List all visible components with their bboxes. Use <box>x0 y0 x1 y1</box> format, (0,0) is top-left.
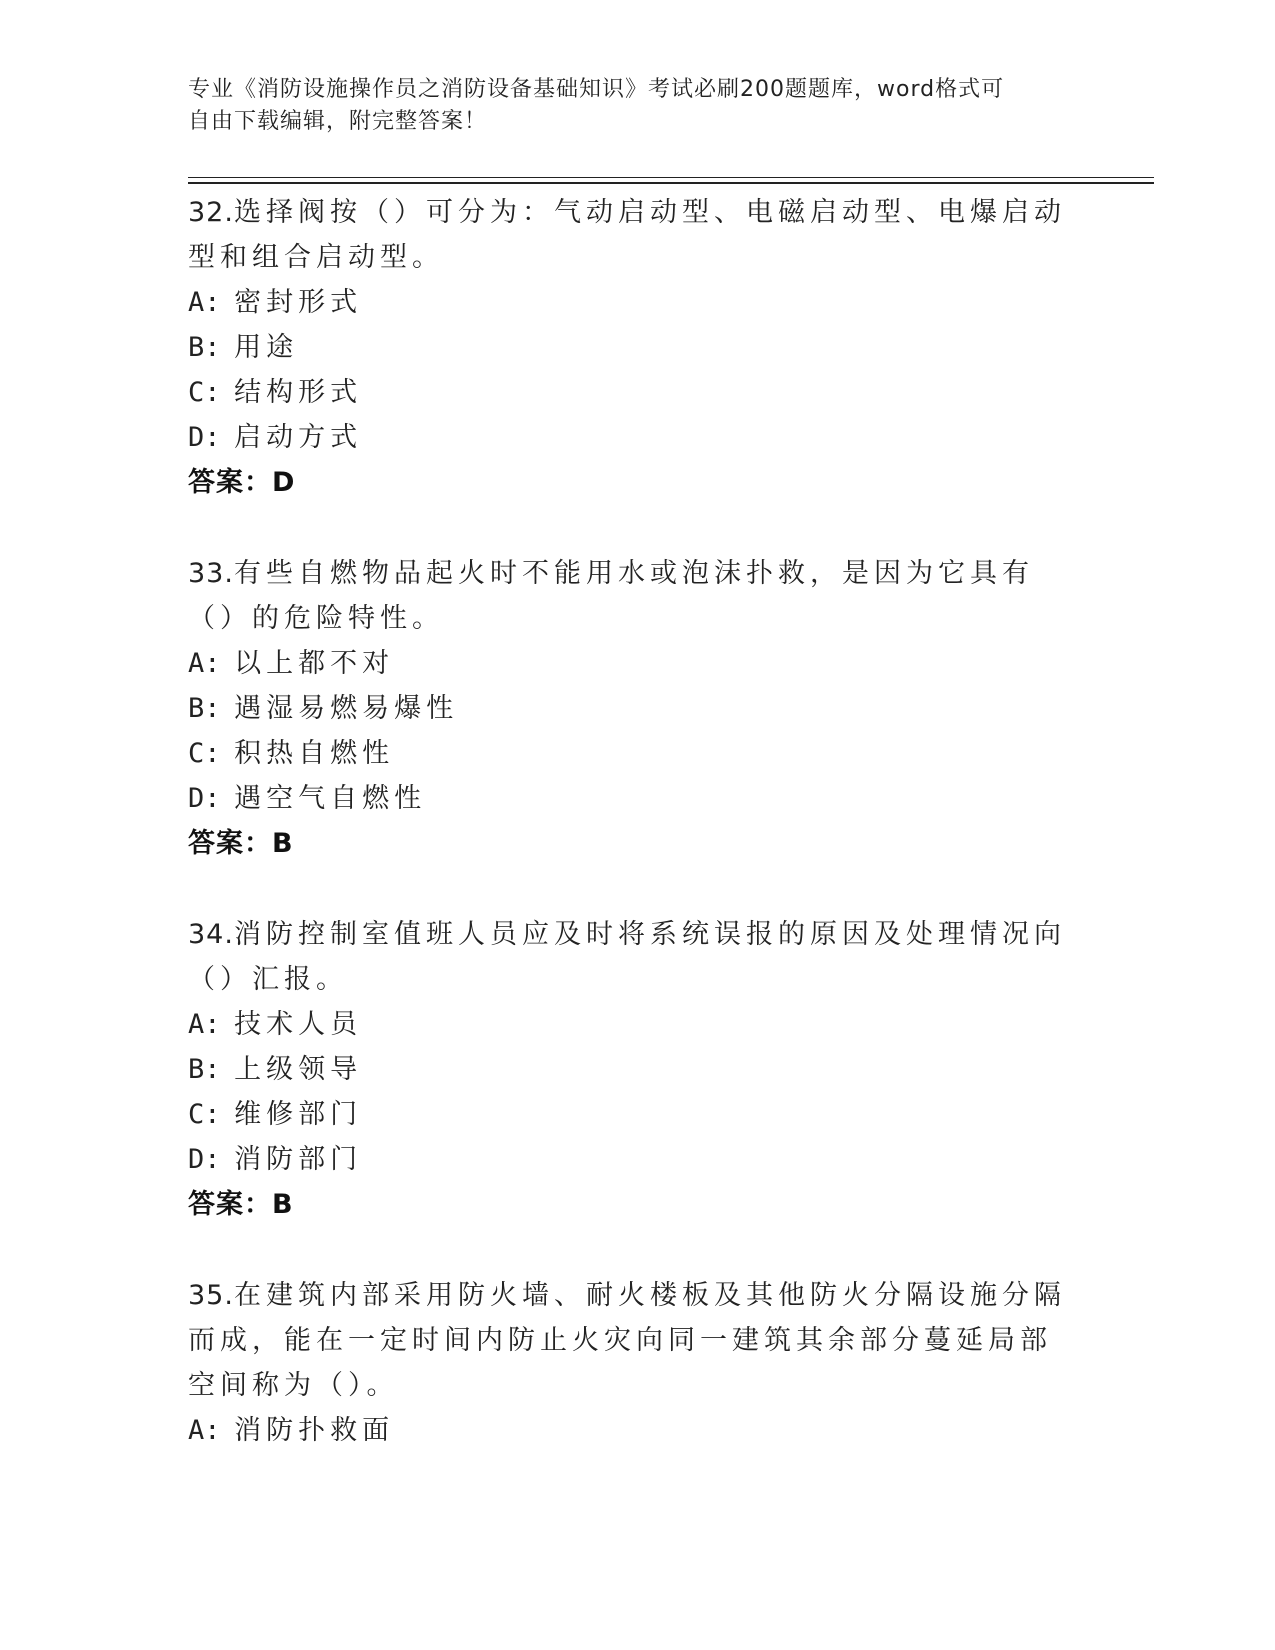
header-line-1: 专业《消防设施操作员之消防设备基础知识》考试必刷200题题库，word格式可 <box>188 77 1005 102</box>
option-text: 启动方式 <box>234 422 363 453</box>
option-c <box>188 370 1078 415</box>
option-a <box>188 641 1078 686</box>
option-key: A: <box>188 648 221 679</box>
spacer <box>188 866 1078 912</box>
option-key: D: <box>188 422 221 453</box>
option-a <box>188 1408 1078 1453</box>
question-list <box>188 190 1078 1453</box>
option-c <box>188 1092 1078 1137</box>
question-stem <box>188 912 1078 1002</box>
option-key: A: <box>188 1009 221 1040</box>
option-a <box>188 1002 1078 1047</box>
option-text: 遇空气自燃性 <box>234 783 427 814</box>
document-header <box>188 74 1068 138</box>
option-text: 消防部门 <box>234 1144 363 1175</box>
question-text: 选择阀按（）可分为：气动启动型、电磁启动型、电爆启动型和组合启动型。 <box>188 197 1066 273</box>
spacer <box>188 505 1078 551</box>
option-text: 遇湿易燃易爆性 <box>234 693 459 724</box>
option-key: C: <box>188 738 221 769</box>
option-text: 积热自燃性 <box>234 738 395 769</box>
option-text: 结构形式 <box>234 377 363 408</box>
question-text: 在建筑内部采用防火墙、耐火楼板及其他防火分隔设施分隔而成，能在一定时间内防止火灾向同一建筑其余部分蔓延局部空间称为（）。 <box>188 1280 1066 1401</box>
option-key: B: <box>188 693 221 724</box>
question-stem <box>188 551 1078 641</box>
option-d <box>188 1137 1078 1182</box>
option-text: 维修部门 <box>234 1099 363 1130</box>
question-number: 34. <box>188 919 234 950</box>
option-key: C: <box>188 377 221 408</box>
option-text: 用途 <box>234 332 299 363</box>
option-b <box>188 325 1078 370</box>
question-35 <box>188 1273 1078 1453</box>
question-text: 消防控制室值班人员应及时将系统误报的原因及处理情况向（）汇报。 <box>188 919 1066 995</box>
spacer <box>188 1227 1078 1273</box>
option-b <box>188 1047 1078 1092</box>
question-number: 35. <box>188 1280 234 1311</box>
option-key: D: <box>188 1144 221 1175</box>
answer: 答案：D <box>188 467 296 498</box>
question-33 <box>188 551 1078 866</box>
option-text: 上级领导 <box>234 1054 363 1085</box>
header-divider-thin <box>188 177 1154 178</box>
option-c <box>188 731 1078 776</box>
option-text: 以上都不对 <box>234 648 395 679</box>
header-line-2: 自由下载编辑，附完整答案！ <box>188 109 488 134</box>
option-text: 技术人员 <box>234 1009 363 1040</box>
question-stem <box>188 190 1078 280</box>
option-key: B: <box>188 332 221 363</box>
question-number: 32. <box>188 197 234 228</box>
option-text: 密封形式 <box>234 287 363 318</box>
question-text: 有些自燃物品起火时不能用水或泡沫扑救，是因为它具有（）的危险特性。 <box>188 558 1034 634</box>
option-key: D: <box>188 783 221 814</box>
answer: 答案：B <box>188 828 294 859</box>
option-b <box>188 686 1078 731</box>
header-divider-thick <box>188 182 1154 184</box>
option-key: B: <box>188 1054 221 1085</box>
option-key: A: <box>188 287 221 318</box>
option-text: 消防扑救面 <box>234 1415 395 1446</box>
option-d <box>188 415 1078 460</box>
question-number: 33. <box>188 558 234 589</box>
question-34 <box>188 912 1078 1227</box>
option-key: C: <box>188 1099 221 1130</box>
question-32 <box>188 190 1078 505</box>
option-a <box>188 280 1078 325</box>
answer: 答案：B <box>188 1189 294 1220</box>
option-key: A: <box>188 1415 221 1446</box>
question-stem <box>188 1273 1078 1408</box>
option-d <box>188 776 1078 821</box>
